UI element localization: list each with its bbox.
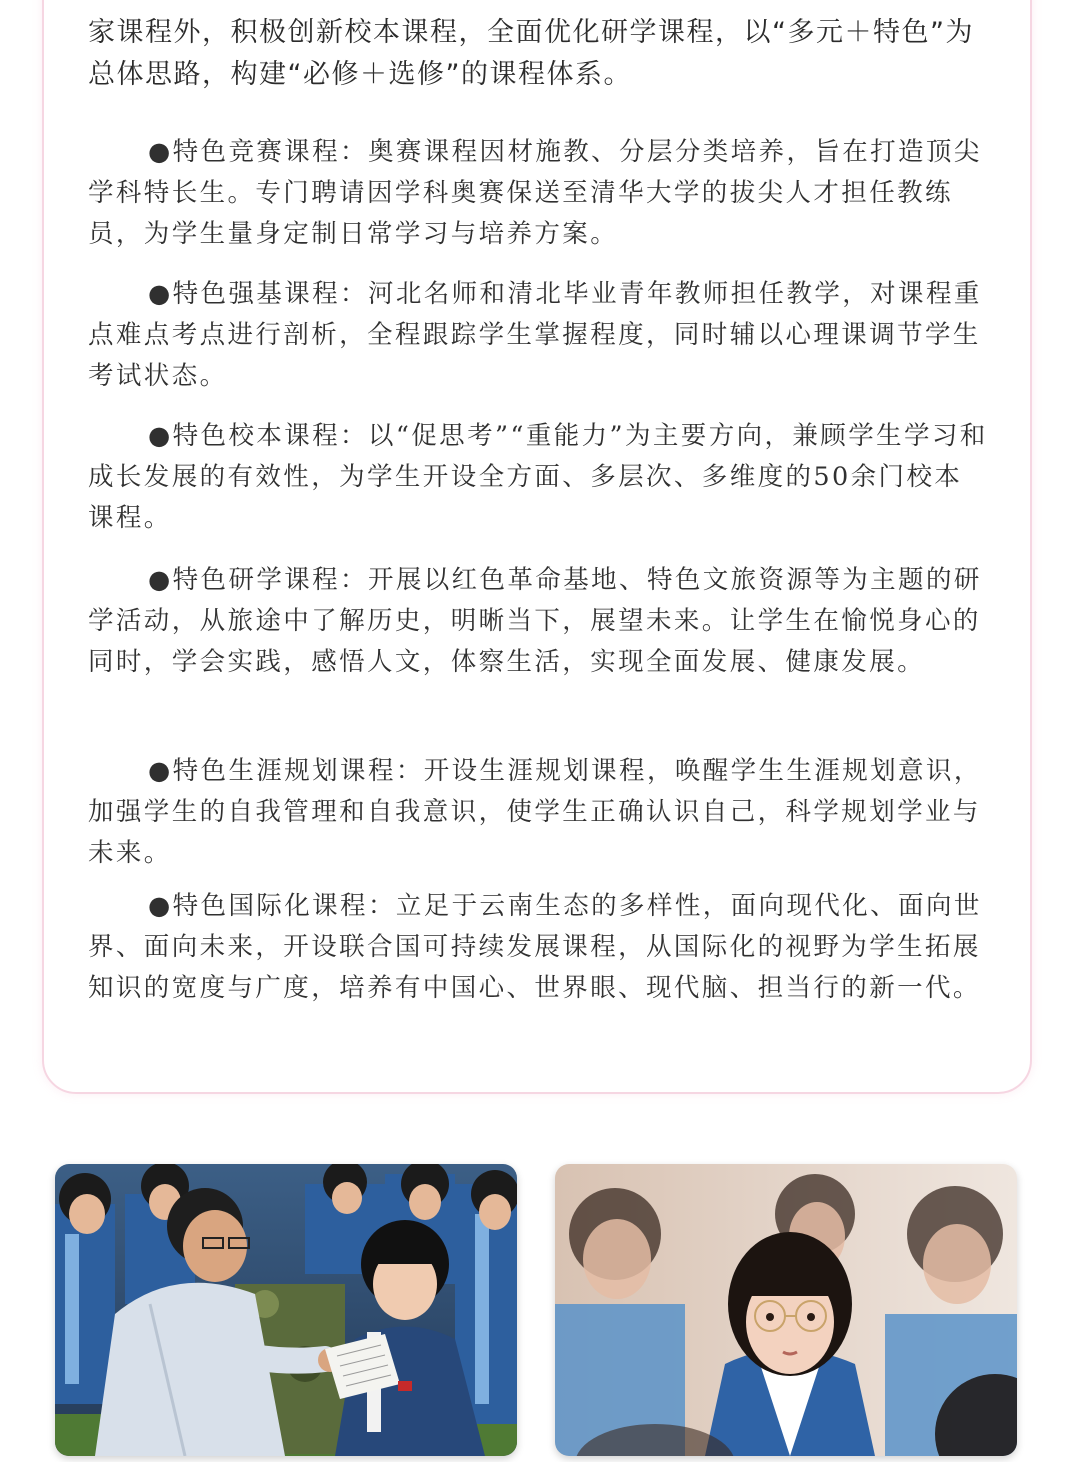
section-international-course: ●特色国际化课程：立足于云南生态的多样性，面向现代化、面向世界、面向未来，开设联合国可持续发展课程，从国际化的视野为学生拓展知识的宽度与广度，培养有中国心、世界眼、现代脑、担当行的新一代。: [88, 891, 982, 1003]
section-school-based-course: ●特色校本课程：以“促思考”“重能力”为主要方向，兼顾学生学习和成长发展的有效性，为学生开设全方面、多层次、多维度的50余门校本课程。: [88, 421, 988, 533]
photo-teacher-with-students: [55, 1164, 517, 1456]
photo-student-listening: [555, 1164, 1017, 1456]
section-study-tour-course: ●特色研学课程：开展以红色革命基地、特色文旅资源等为主题的研学活动，从旅途中了解历史，明晰当下，展望未来。让学生在愉悦身心的同时，学会实践，感悟人文，体察生活，实现全面发展、健康发展。: [88, 565, 982, 677]
section-career-planning-course: ●特色生涯规划课程：开设生涯规划课程，唤醒学生生涯规划意识，加强学生的自我管理和自我意识，使学生正确认识自己，科学规划学业与未来。: [88, 756, 982, 868]
intro-paragraph: 家课程外，积极创新校本课程，全面优化研学课程，以“多元＋特色”为总体思路，构建“必修＋选修”的课程体系。: [88, 17, 974, 90]
section-strong-foundation-course: ●特色强基课程：河北名师和清北毕业青年教师担任教学，对课程重点难点考点进行剖析，全程跟踪学生掌握程度，同时辅以心理课调节学生考试状态。: [88, 279, 982, 391]
section-competition-course: ●特色竞赛课程：奥赛课程因材施教、分层分类培养，旨在打造顶尖学科特长生。专门聘请因学科奥赛保送至清华大学的拔尖人才担任教练员，为学生量身定制日常学习与培养方案。: [88, 137, 982, 249]
